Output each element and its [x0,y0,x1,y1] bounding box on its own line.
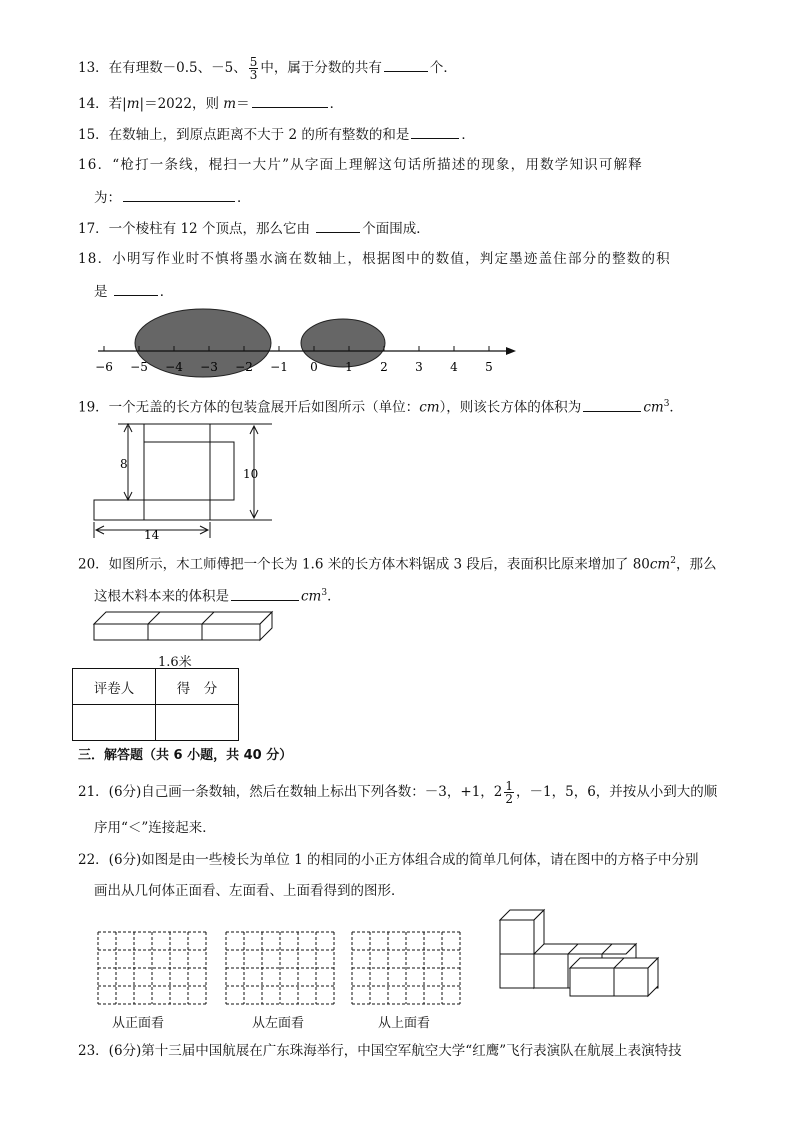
tick-label: −1 [270,360,288,374]
question-21: 21．(6分)自己画一条数轴，然后在数轴上标出下列各数：－3，+1，2 $\frac{1}{2}$ ，－1，5，6，并按从小到大的顺 [78,779,718,806]
tick-label: 5 [485,360,493,374]
question-22: 22．(6分)如图是由一些棱长为单位 1 的相同的小正方体组合成的简单几何体，请在图中的方格子中分别 [78,852,699,868]
question-20: 20．如图所示，木工师傅把一个长为 1.6 米的长方体木料锯成 3 段后，表面积比原来增加了 $80cm^2$，那么 [78,556,717,573]
label-right: 10 [243,467,259,481]
label-bottom: 14 [144,528,160,542]
answer-blank[interactable] [114,281,158,296]
tick-label: −6 [95,360,113,374]
question-16: 16．“枪打一条线，棍扫一大片”从字面上理解这句话所描述的现象，用数学知识可解释 [78,157,643,173]
tick-label: 1 [345,360,353,374]
score-table [72,668,239,741]
question-15: 15．在数轴上，到原点距离不大于 2 的所有整数的和是 ． [78,124,475,145]
question-19: 19．一个无盖的长方体的包装盒展开后如图所示（单位：cm），则该长方体的体积为 $cm^3$． [78,394,683,418]
question-20-line2: 这根木料本来的体积是 $cm^3$． [94,583,341,607]
cube-solid-figure [496,908,666,1004]
question-16-line2: 为： ． [94,187,251,208]
answer-blank[interactable] [411,124,459,139]
fraction: $\frac{5}{3}$ [249,55,258,82]
answer-grid[interactable] [352,932,460,1004]
grader-header: 评卷人 [73,669,156,705]
question-14: 14．若|m|＝2022，则 m＝ ． [78,93,343,114]
question-18-line2: 是 ． [94,281,173,302]
answer-blank[interactable] [252,93,328,108]
view-grids [96,928,466,1008]
question-22-line2: 画出从几何体正面看、左面看、上面看得到的图形． [94,883,405,899]
answer-blank[interactable] [316,218,360,233]
box-net-figure [88,418,288,543]
answer-blank[interactable] [384,57,428,72]
fraction: $\frac{1}{2}$ [505,779,514,806]
question-23: 23．(6分)第十三届中国航展在广东珠海举行，中国空军航空大学“红鹰”飞行表演队在航展上表演特技 [78,1043,682,1059]
question-13: 13．在有理数－0.5、－5、 $\frac{5}{3}$ 中，属于分数的共有 个． [78,55,457,82]
question-17: 17．一个棱柱有 12 个顶点，那么它由 个面围成． [78,218,430,239]
tick-label: 2 [380,360,388,374]
tick-label: 4 [450,360,458,374]
label-height: 8 [120,457,128,471]
score-cell[interactable] [156,705,239,741]
tick-label: −3 [200,360,218,374]
grader-cell[interactable] [73,705,156,741]
score-header: 得 分 [156,669,239,705]
tick-label: −4 [165,360,183,374]
caption-left-view: 从左面看 [252,1016,305,1031]
caption-front-view: 从正面看 [112,1016,165,1031]
answer-blank[interactable] [123,187,235,202]
question-21-line2: 序用“＜”连接起来． [94,820,216,836]
tick-label: 3 [415,360,423,374]
answer-blank[interactable] [583,397,641,412]
tick-label: 0 [310,360,318,374]
number-line-figure [88,305,528,385]
wood-caption: 1.6米 [158,655,192,670]
answer-grid[interactable] [226,932,334,1004]
caption-top-view: 从上面看 [378,1016,431,1031]
wood-log-figure [90,608,280,648]
tick-label: −5 [130,360,148,374]
answer-blank[interactable] [231,586,299,601]
question-18: 18．小明写作业时不慎将墨水滴在数轴上，根据图中的数值，判定墨迹盖住部分的整数的积 [78,251,671,267]
axis-arrow-icon [506,347,516,355]
answer-grid[interactable] [98,932,206,1004]
section-title: 三．解答题（共 6 小题，共 40 分） [78,748,293,763]
tick-label: −2 [235,360,253,374]
